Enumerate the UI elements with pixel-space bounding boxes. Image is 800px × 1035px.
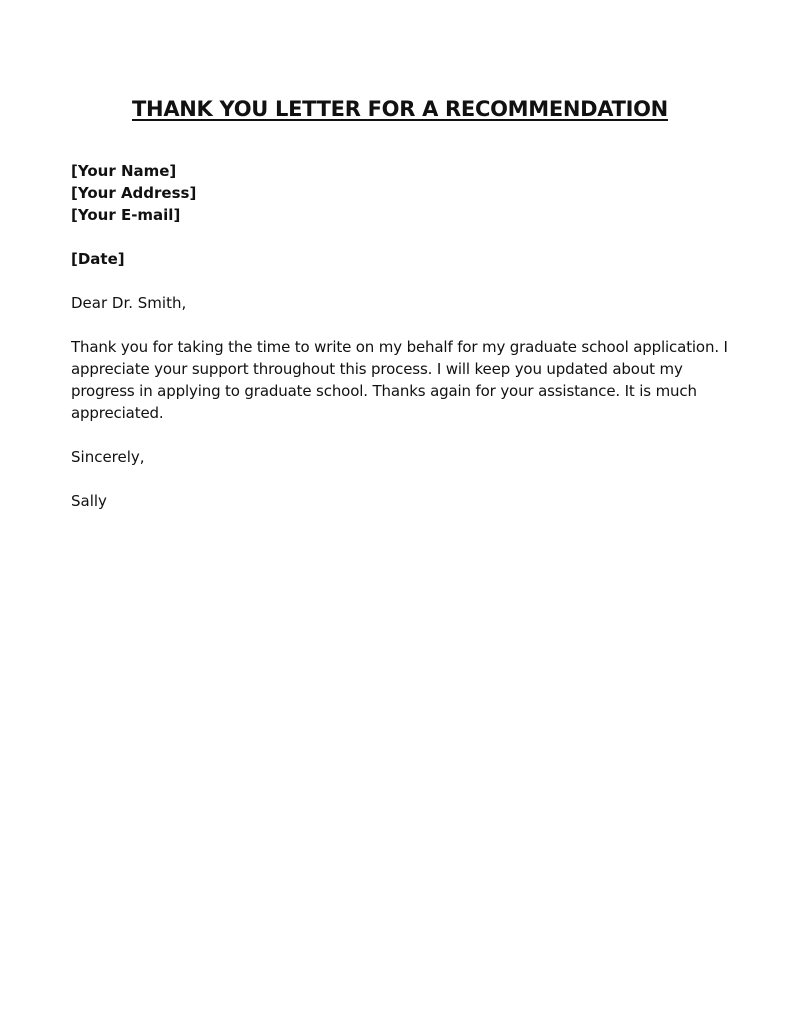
signature: Sally <box>71 492 107 510</box>
sender-email: [Your E-mail] <box>71 206 181 224</box>
letter-body: Thank you for taking the time to write on my behalf for my graduate school application. I appreciate your support throughout this process. I will keep you updated about my progress in applying to graduate school. Thanks again for your assistance. It is much appreciated. <box>71 338 728 422</box>
sender-block <box>71 160 736 226</box>
sender-address: [Your Address] <box>71 184 197 202</box>
letter-date: [Date] <box>71 250 125 268</box>
letter-title: THANK YOU LETTER FOR A RECOMMENDATION <box>132 97 668 121</box>
closing: Sincerely, <box>71 448 145 466</box>
salutation: Dear Dr. Smith, <box>71 294 187 312</box>
sender-name: [Your Name] <box>71 162 177 180</box>
letter-content <box>71 160 736 534</box>
